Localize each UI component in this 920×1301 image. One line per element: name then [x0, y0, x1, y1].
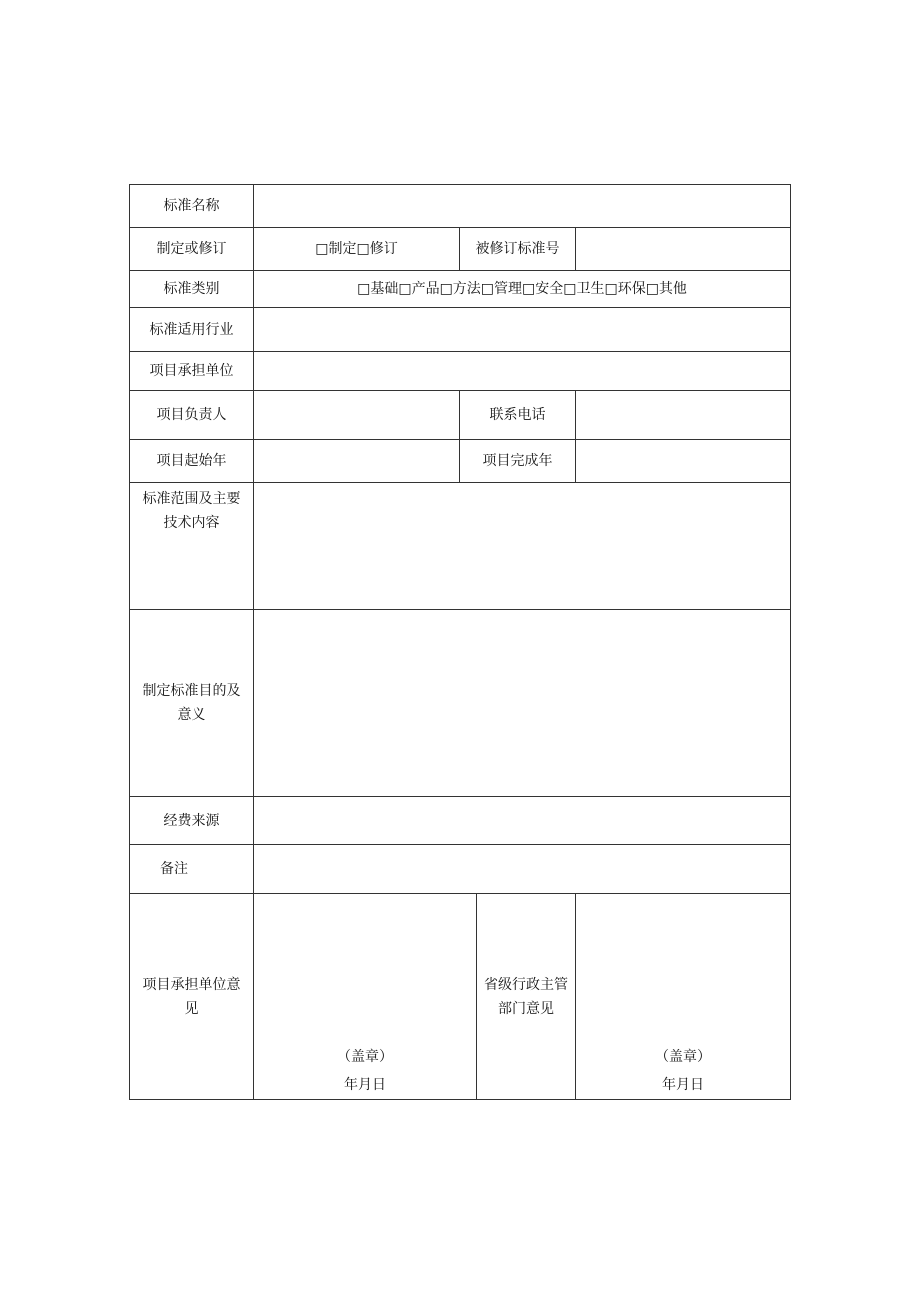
applicable-industry-field[interactable]: [254, 308, 791, 352]
remarks-label: 备注: [130, 845, 254, 894]
scope-label-text: 标准范围及主要技术内容: [142, 491, 241, 531]
undertaking-unit-label: 项目承担单位: [130, 352, 254, 391]
undertaking-unit-field[interactable]: [254, 352, 791, 391]
row-undertaking-unit: [130, 352, 791, 391]
project-leader-field[interactable]: [254, 391, 460, 440]
category-checkboxes[interactable]: □基础□产品□方法□管理□安全□卫生□环保□其他: [357, 281, 687, 297]
row-formulate-or-revise: [130, 228, 791, 271]
dept-date-text: 年月日: [662, 1077, 705, 1093]
unit-opinion-label-text: 项目承担单位意见: [142, 976, 241, 1017]
dept-sign-block: [576, 1043, 790, 1099]
revised-standard-no-field[interactable]: [576, 228, 791, 271]
dept-opinion-label: [477, 894, 576, 1100]
dept-opinion-label-text: 省级行政主管部门意见: [484, 976, 568, 1017]
applicable-industry-label: 标准适用行业: [130, 308, 254, 352]
standard-category-label: 标准类别: [130, 271, 254, 308]
purpose-label: [130, 610, 254, 797]
row-remarks: [130, 845, 791, 894]
dept-opinion-field[interactable]: [576, 894, 791, 1100]
dept-seal-text: （盖章）: [655, 1049, 712, 1065]
unit-opinion-label: [130, 894, 254, 1100]
formulate-or-revise-label: 制定或修订: [130, 228, 254, 271]
row-project-leader: [130, 391, 791, 440]
standard-category-options[interactable]: [254, 271, 791, 308]
start-year-label: 项目起始年: [130, 440, 254, 483]
unit-date-text: 年月日: [344, 1077, 386, 1093]
standard-name-label: 标准名称: [130, 185, 254, 228]
end-year-field[interactable]: [576, 440, 791, 483]
row-opinions: [130, 894, 791, 1100]
row-applicable-industry: [130, 308, 791, 352]
phone-field[interactable]: [576, 391, 791, 440]
remarks-field[interactable]: [254, 845, 791, 894]
project-leader-label: 项目负责人: [130, 391, 254, 440]
phone-label: 联系电话: [460, 391, 576, 440]
start-year-field[interactable]: [254, 440, 460, 483]
row-standard-name: [130, 185, 791, 228]
scope-label: [130, 483, 254, 610]
unit-seal-text: （盖章）: [337, 1049, 393, 1065]
purpose-label-text: 制定标准目的及意义: [142, 683, 241, 723]
formulate-revise-checkboxes[interactable]: □制定□修订: [315, 241, 398, 257]
funding-label: 经费来源: [130, 797, 254, 845]
project-application-form: [129, 184, 791, 1100]
row-purpose: [130, 610, 791, 797]
formulate-or-revise-options[interactable]: [254, 228, 460, 271]
revised-standard-no-label: 被修订标准号: [460, 228, 576, 271]
purpose-field[interactable]: [254, 610, 791, 797]
row-funding: [130, 797, 791, 845]
funding-field[interactable]: [254, 797, 791, 845]
row-standard-category: [130, 271, 791, 308]
row-project-years: [130, 440, 791, 483]
unit-opinion-field[interactable]: [254, 894, 477, 1100]
unit-sign-block: [254, 1043, 476, 1099]
standard-name-field[interactable]: [254, 185, 791, 228]
row-scope: [130, 483, 791, 610]
end-year-label: 项目完成年: [460, 440, 576, 483]
scope-field[interactable]: [254, 483, 791, 610]
